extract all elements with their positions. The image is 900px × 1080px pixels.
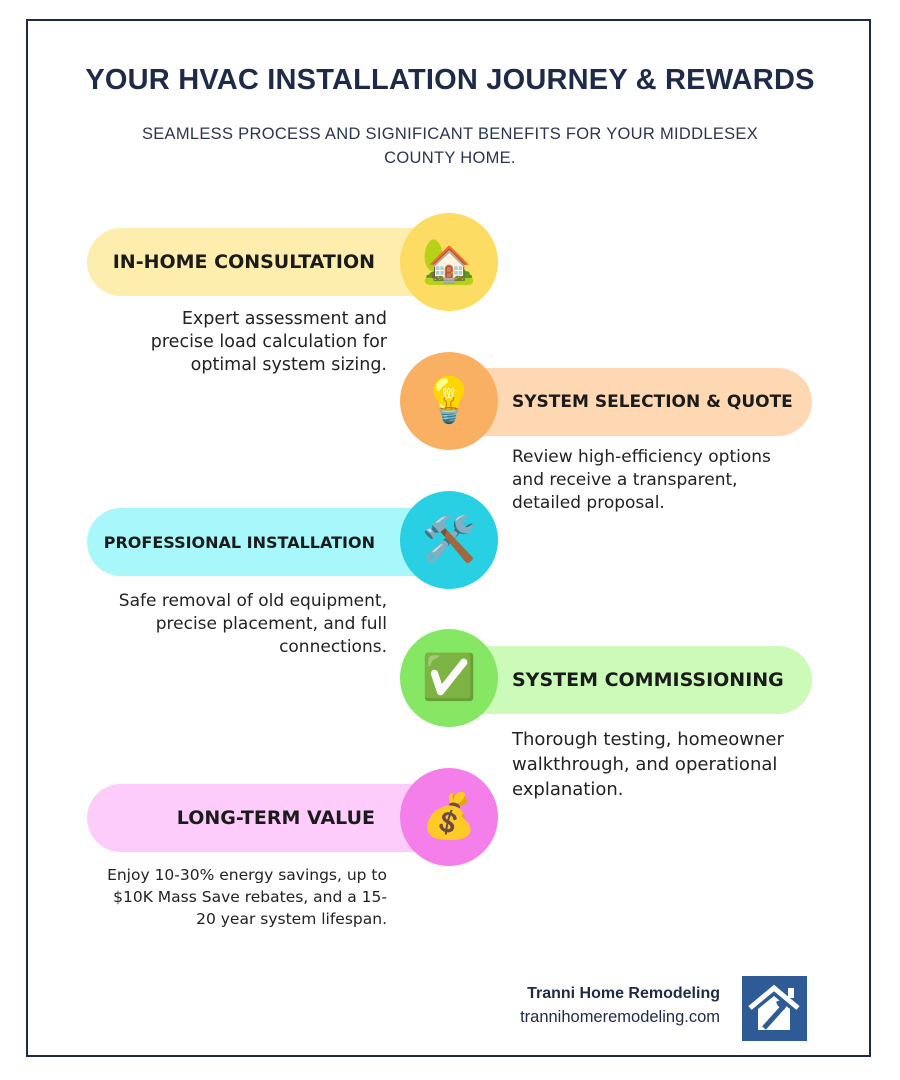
house-with-garden-icon: 🏡 [421,236,477,287]
company-website[interactable]: trannihomeremodeling.com [520,1008,720,1026]
step-1-description: Expert assessment and precise load calculation for optimal system sizing. [150,309,387,375]
step-5-title: LONG-TERM VALUE [176,807,375,829]
check-mark-button-icon: ✅ [421,652,477,703]
step-2-circle [400,352,498,450]
page-subtitle: SEAMLESS PROCESS AND SIGNIFICANT BENEFITS FOR YOUR MIDDLESEX COUNTY HOME. [141,125,759,167]
money-bag-icon: 💰 [421,791,477,842]
step-5-circle [400,768,498,866]
step-1-title: IN-HOME CONSULTATION [112,251,375,273]
step-1-circle [400,213,498,311]
step-4-description: Thorough testing, homeowner walkthrough, and operational explanation. [512,729,784,800]
house-hammer-logo-icon [742,976,807,1041]
step-3-circle [400,491,498,589]
step-2-description: Review high-efficiency options and receive a transparent, detailed proposal. [512,447,771,513]
step-3-title: PROFESSIONAL INSTALLATION [103,532,375,552]
company-name: Tranni Home Remodeling [527,985,720,1002]
step-3-description: Safe removal of old equipment, precise placement, and full connections. [118,591,387,657]
hammer-and-wrench-icon: 🛠️ [421,514,477,565]
step-4-circle [400,629,498,727]
page-title: YOUR HVAC INSTALLATION JOURNEY & REWARDS [85,64,815,96]
brand-block [520,985,720,1027]
step-5-description: Enjoy 10-30% energy savings, up to $10K Mass Save rebates, and a 15-20 year system lifespan. [107,866,387,928]
step-4-title: SYSTEM COMMISSIONING [512,669,784,691]
light-bulb-icon: 💡 [421,375,477,426]
step-2-title: SYSTEM SELECTION & QUOTE [512,392,793,412]
